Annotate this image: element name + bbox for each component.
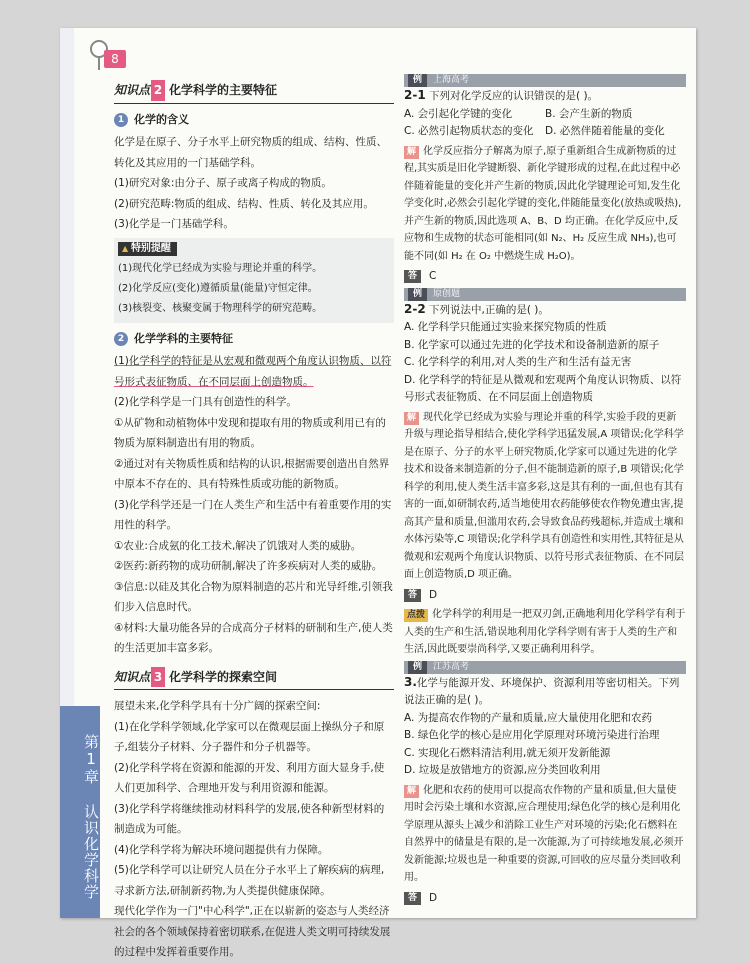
answer-row: 答 D — [404, 890, 686, 908]
subheading-features: 2 化学学科的主要特征 — [114, 329, 394, 350]
options — [404, 106, 686, 141]
option: C. 实现化石燃料清洁利用,就无须开发新能源 — [404, 746, 611, 759]
option: C. 必然引起物质状态的变化 — [404, 125, 534, 137]
text-line: (1)研究对象:由分子、原子或离子构成的物质。 — [114, 177, 332, 189]
hint: 点拨 化学科学的利用是一把双刃剑,正确地利用化学科学有利于人类的生产和生活,错误地利用化学科学则有害于人类的生产和生活,因此既要崇尚科学,又要正确利用科学。 — [404, 609, 686, 655]
text-line: 化学是在原子、分子水平上研究物质的组成、结构、性质、转化及其应用的一门基础学科。 — [114, 136, 387, 169]
section-title: 化学科学的探索空间 — [169, 669, 278, 684]
option: A. 会引起化学键的变化 — [404, 107, 513, 120]
text-line: (5)化学科学可以让研究人员在分子水平上了解疾病的病理,寻求新方法,研制新药物,为人类提供健康保障。 — [114, 864, 385, 897]
chapter-tab: 第1章 认识化学科学 — [60, 706, 100, 918]
option: B. 化学家可以通过先进的化学技术和设备制造新的原子 — [404, 338, 660, 351]
text-line: (2)研究范畴:物质的组成、结构、性质、转化及其应用。 — [114, 197, 374, 210]
question-stem: 2-1 下列对化学反应的认识错误的是( )。 — [404, 88, 599, 102]
page-number: 8 — [104, 50, 126, 68]
left-column — [114, 76, 394, 963]
answer: C — [429, 270, 437, 282]
book-page — [60, 28, 696, 958]
section-title: 化学科学的主要特征 — [169, 83, 278, 97]
question-stem: 2-2 下列说法中,正确的是( )。 — [404, 301, 549, 316]
example-source: 上海高考 — [433, 75, 470, 85]
explanation-label: 解 — [404, 785, 419, 798]
explanation: 解 化肥和农药的使用可以提高农作物的产量和质量,但大量使用时会污染土壤和水资源,应合理使用;绿色化学的核心是利用化学原理从源头上减少和消除工业生产对环境的污染;化石燃料在自然界中的储量是有限的,是一次能源,为了可持续地发展,必须开发新能源;垃圾也是一种重要的资源,可回收的应尽量分类回收利用。 — [404, 784, 684, 883]
text-line: ③信息:以硅及其化合物为原料制造的芯片和光导纤维,引领我们步入信息时代。 — [114, 580, 393, 613]
tip-label: ▲ 特别提醒 — [118, 242, 177, 256]
example-header: 例 江苏高考 — [404, 661, 686, 674]
example-header: 例 上海高考 — [404, 74, 686, 87]
text-line: 现代化学作为一门"中心科学",正在以崭新的姿态与人类经济社会的各个领域保持着密切联系,在促进人类文明可持续发展的过程中发挥着重要作用。 — [114, 905, 391, 958]
text-line: (4)化学科学将为解决环境问题提供有力保障。 — [114, 843, 329, 856]
section-heading-kp2: 知识点 2 化学科学的主要特征 — [114, 80, 394, 104]
option: D. 垃圾是放错地方的资源,应分类回收利用 — [404, 764, 601, 776]
option: D. 化学科学的特征是从微观和宏观两个角度认识物质、以符号形式表征物质、在不同层面上创造物质 — [404, 373, 682, 403]
explanation-label: 解 — [404, 412, 419, 425]
text-line: (2)化学科学是一门具有创造性的科学。 — [114, 396, 297, 408]
option: C. 化学科学的利用,对人类的生产和生活有益无害 — [404, 356, 632, 368]
text-line: (1)在化学科学领域,化学家可以在微观层面上操纵分子和原子,组装分子材料、分子器件和分子机器等。 — [114, 720, 385, 753]
text-line: ④材料:大量功能各异的合成高分子材料的研制和生产,使人类的生活更加丰富多彩。 — [114, 621, 393, 654]
text-line: (2)化学科学将在资源和能源的开发、利用方面大显身手,使人们更加科学、合理地开发与利用资源和能源。 — [114, 761, 385, 794]
tip-line: (2)化学反应(变化)遵循质量(能量)守恒定律。 — [118, 282, 318, 294]
subheading-meaning: 1 化学的含义 — [114, 110, 394, 131]
text-line: (3)化学是一门基础学科。 — [114, 218, 234, 230]
option: B. 会产生新的物质 — [545, 107, 633, 120]
example-source: 江苏高考 — [433, 661, 470, 672]
answer-row: 答 C — [404, 268, 686, 286]
option: D. 必然伴随着能量的变化 — [545, 125, 665, 137]
explanation: 解 化学反应指分子解离为原子,原子重新组合生成新物质的过程,其实质是旧化学键断裂、新化学键形成的过程,在此过程中必伴随着能量的变化并产生新的物质,因此化学键理论可知,发生化学变化时,必然会引起化学键的变化,伴随能量变化(放热或吸热),并产生新的物质,因此选项 A、B、D 均正确。在化学反应中,反应物和生成物的状态可能相同(如 N₂、H₂ 反应生成 NH₃),也可能不同(如 H₂ 在 O₂ 中燃烧生成 H₂O)。 — [404, 145, 682, 262]
text-line: ①农业:合成氨的化工技术,解决了饥饿对人类的威胁。 — [114, 539, 362, 552]
answer: D — [429, 891, 438, 904]
text-line: ①从矿物和动植物体中发现和提取有用的物质或利用已有的物质为原料制造出有用的物质。 — [114, 416, 386, 449]
text-line: 展望未来,化学科学具有十分广阔的探索空间: — [114, 700, 321, 712]
answer-row: 答 D — [404, 587, 686, 605]
example-source: 原创题 — [433, 288, 461, 299]
text-line: ②医药:新药物的成功研制,解决了许多疾病对人类的威胁。 — [114, 560, 383, 572]
tip-line: (1)现代化学已经成为实验与理论并重的科学。 — [118, 262, 323, 274]
right-column — [404, 72, 686, 909]
answer: D — [429, 588, 438, 601]
text-line: (3)化学科学将继续推动材料科学的发展,使各种新型材料的制造成为可能。 — [114, 802, 385, 835]
text-line: ②通过对有关物质性质和结构的认识,根据需要创造出自然界中原本不存在的、具有特殊性质或功能的新物质。 — [114, 457, 390, 490]
hint-label: 点拨 — [404, 609, 428, 622]
option: B. 绿色化学的核心是应用化学原理对环境污染进行治理 — [404, 729, 660, 741]
section-heading-kp3: 知识点 3 化学科学的探索空间 — [114, 667, 394, 691]
example-header: 例 原创题 — [404, 288, 686, 301]
explanation: 解 现代化学已经成为实验与理论并重的科学,实验手段的更新升级与理论指导相结合,使化学科学迅猛发展,A 项错误;化学科学是在原子、分子的水平上研究物质,化学家可以通过先进的化学技术和设备来制造新的分子,但不能制造新的原子,B 项错误;化学科学的利用,使人类生活丰富多彩,这是其有利的一面,但也有其有害的一面,如研制农药,适当地使用农药能够使农作物免遭虫害,提高其产量和质量,但滥用农药,会导致食品药残超标,并造成土壤和水体污染等,C 项错误;化学科学具有创造性和实用性,其特征是从微观和宏观两个角度认识物质、以符号形式表征物质、在不同层面上创造物质,D 项正确。 — [404, 411, 684, 580]
text-line: (1)化学科学的特征是从宏观和微观两个角度认识物质、以符号形式表征物质、在不同层面上创造物质。 — [114, 355, 392, 388]
tip-box — [114, 238, 394, 323]
explanation-label: 解 — [404, 146, 419, 159]
tip-line: (3)核裂变、核聚变属于物理科学的研究范畴。 — [118, 302, 323, 314]
option: A. 化学科学只能通过实验来探究物质的性质 — [404, 321, 607, 333]
question-stem: 3.化学与能源开发、环境保护、资源利用等密切相关。下列说法正确的是( )。 — [404, 674, 680, 706]
option: A. 为提高农作物的产量和质量,应大量使用化肥和农药 — [404, 711, 653, 724]
text-line: (3)化学科学还是一门在人类生产和生活中有着重要作用的实用性的科学。 — [114, 498, 392, 531]
